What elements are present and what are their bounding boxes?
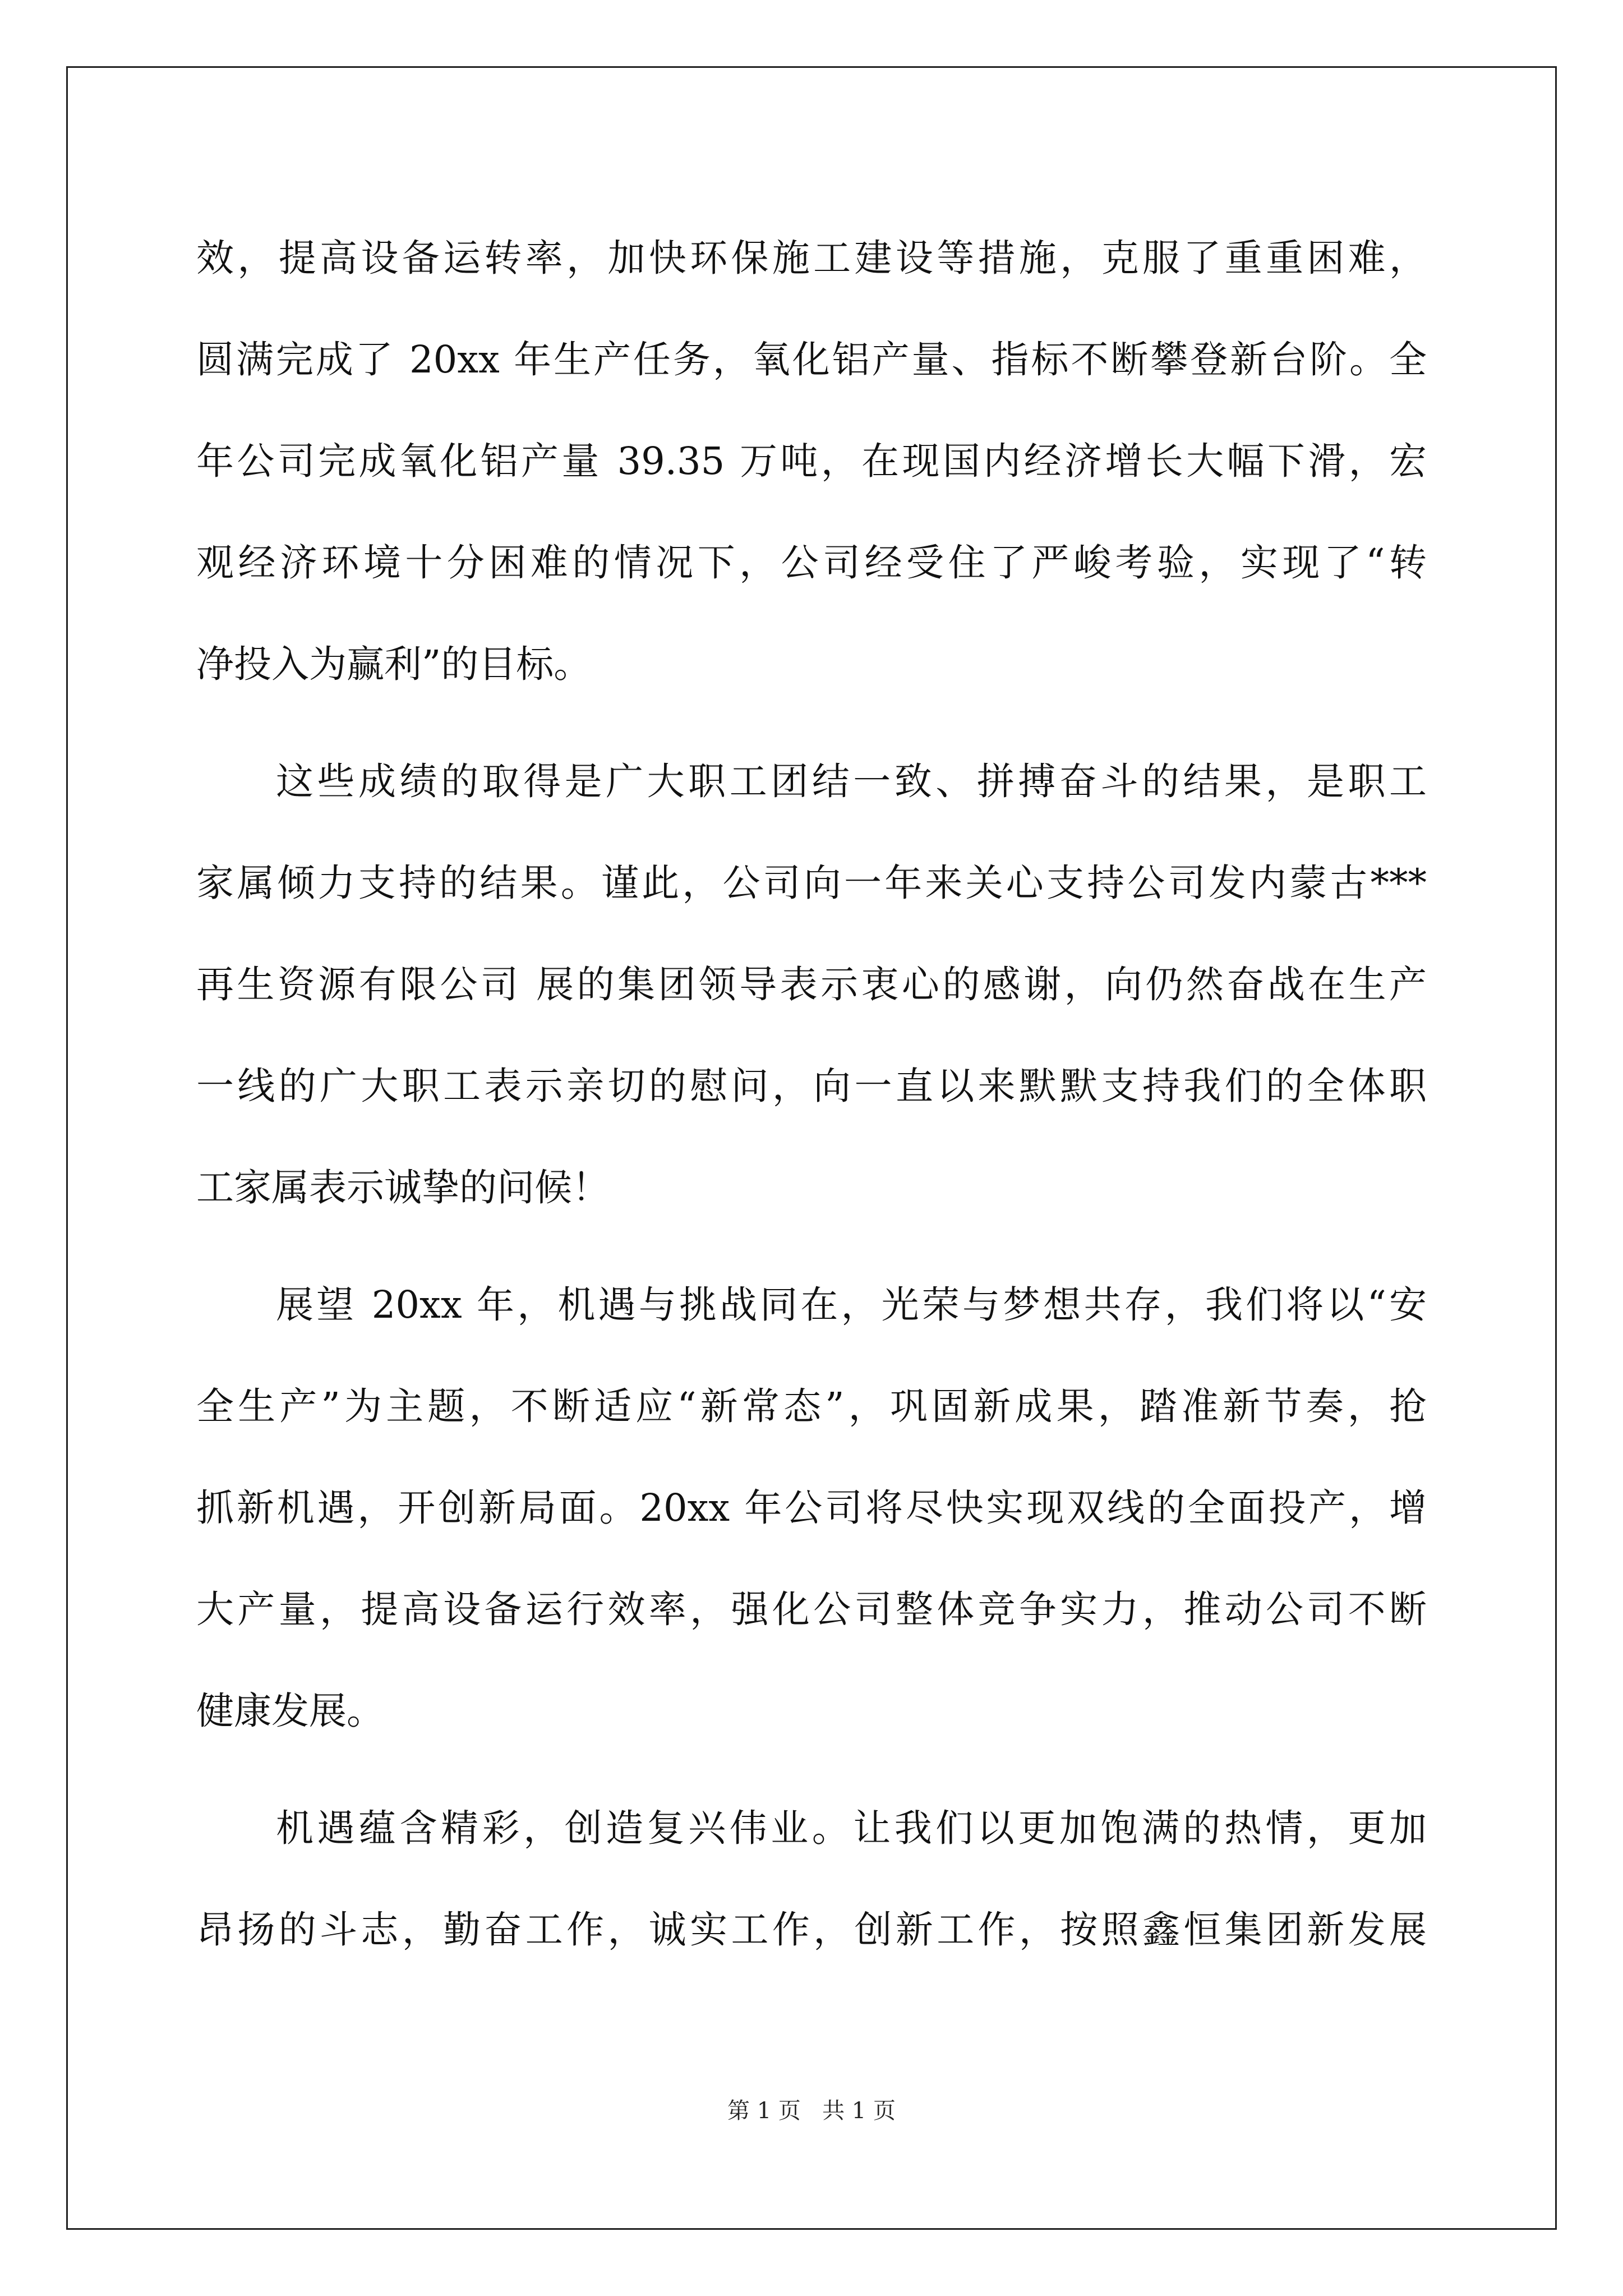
paragraph-line: 工家属表示诚挚的问候！ — [196, 1166, 610, 1209]
paragraph-line: 机遇蕴含精彩，创造复兴伟业。让我们以更加饱满的热情，更加 — [276, 1806, 1427, 1850]
page-number-footer: 第 1 页 共 1 页 — [727, 2098, 896, 2124]
paragraph-line: 大产量，提高设备运行效率，强化公司整体竞争实力，推动公司不断 — [196, 1588, 1427, 1631]
paragraph-line: 圆满完成了 20xx 年生产任务，氧化铝产量、指标不断攀登新台阶。全 — [196, 338, 1427, 381]
paragraph-line: 观经济环境十分困难的情况下，公司经受住了严峻考验，实现了“转 — [196, 541, 1427, 585]
paragraph-line: 再生资源有限公司 展的集团领导表示衷心的感谢，向仍然奋战在生产 — [196, 963, 1427, 1006]
paragraph-line: 一线的广大职工表示亲切的慰问，向一直以来默默支持我们的全体职 — [196, 1064, 1427, 1108]
paragraph-line: 家属倾力支持的结果。谨此，公司向一年来关心支持公司发内蒙古*** — [196, 861, 1427, 905]
paragraph-line: 昂扬的斗志，勤奋工作，诚实工作，创新工作，按照鑫恒集团新发展 — [196, 1908, 1427, 1952]
paragraph-line: 这些成绩的取得是广大职工团结一致、拼搏奋斗的结果，是职工 — [276, 760, 1427, 803]
paragraph-line: 效，提高设备运转率，加快环保施工建设等措施，克服了重重困难， — [196, 236, 1427, 280]
paragraph-line: 全生产”为主题，不断适应“新常态”，巩固新成果，踏准新节奏，抢 — [196, 1384, 1427, 1428]
paragraph-line: 健康发展。 — [196, 1689, 384, 1733]
paragraph-line: 年公司完成氧化铝产量 39.35 万吨，在现国内经济增长大幅下滑，宏 — [196, 439, 1427, 483]
paragraph-line: 抓新机遇，开创新局面。20xx 年公司将尽快实现双线的全面投产，增 — [196, 1486, 1427, 1530]
paragraph-line: 展望 20xx 年，机遇与挑战同在，光荣与梦想共存，我们将以“安 — [276, 1283, 1427, 1327]
paragraph-line: 净投入为赢利”的目标。 — [196, 642, 592, 686]
